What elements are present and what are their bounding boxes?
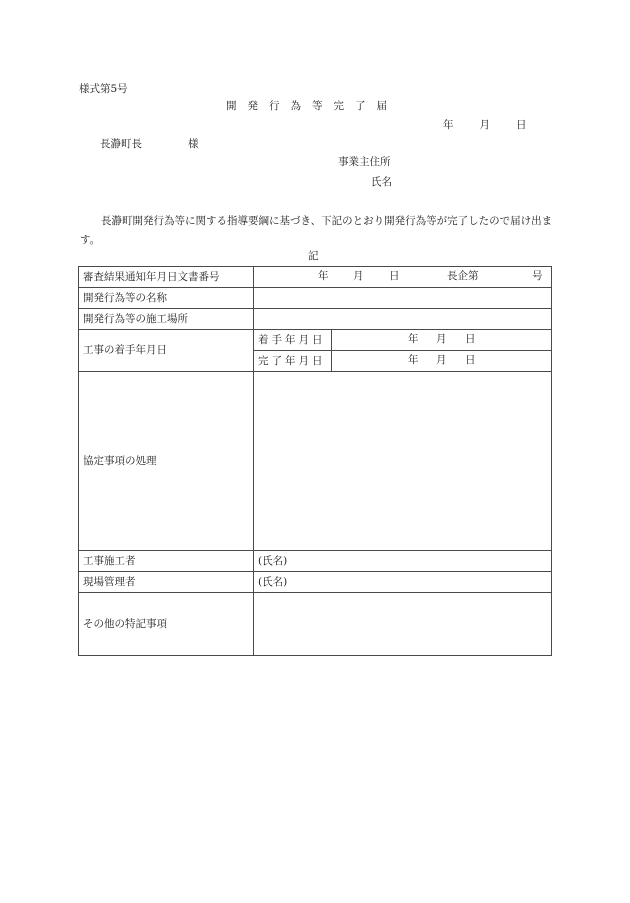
end-year: 年 [408, 354, 419, 366]
notice-value-field[interactable] [254, 267, 552, 288]
end-date-label: 完了年月日 [254, 351, 332, 372]
end-month: 月 [436, 354, 447, 366]
table-row [79, 551, 552, 572]
site-manager-field[interactable]: (氏名) [254, 572, 552, 593]
table-row [79, 593, 552, 656]
notice-month: 月 [353, 270, 364, 282]
submission-date [443, 120, 527, 131]
contractor-field[interactable]: (氏名) [254, 551, 552, 572]
statement-text: 長瀞町開発行為等に関する指導要綱に基づき、下記のとおり開発行為等が完了したので届け出ます。 [80, 215, 553, 246]
name-label: 開発行為等の名称 [79, 288, 254, 309]
notice-year: 年 [318, 270, 329, 282]
site-manager-label: 現場管理者 [79, 572, 254, 593]
date-month: 月 [479, 119, 490, 131]
notice-prefix: 長企第 [447, 270, 479, 282]
construction-dates-label: 工事の着手年月日 [79, 330, 254, 372]
ki-heading: 記 [308, 250, 319, 262]
notice-day: 日 [389, 270, 400, 282]
location-label: 開発行為等の施工場所 [79, 309, 254, 330]
agreement-label: 協定事項の処理 [79, 372, 254, 551]
name-field[interactable] [254, 288, 552, 309]
notice-suffix: 号 [532, 270, 543, 282]
document-title: 開発行為等完了届 [226, 100, 398, 112]
table-row [79, 267, 552, 288]
applicant-address-label: 事業主住所 [338, 156, 391, 168]
completion-form-table [78, 266, 552, 656]
end-date-field[interactable] [332, 351, 552, 372]
date-year: 年 [443, 119, 454, 131]
table-row [79, 572, 552, 593]
date-day: 日 [516, 119, 527, 131]
addressee [100, 139, 199, 150]
agreement-field[interactable] [254, 372, 552, 551]
other-field[interactable] [254, 593, 552, 656]
table-row [79, 309, 552, 330]
form-number: 様式第5号 [79, 83, 128, 95]
start-month: 月 [436, 333, 447, 345]
start-date-field[interactable] [332, 330, 552, 351]
end-day: 日 [465, 354, 476, 366]
honorific: 様 [188, 138, 199, 150]
table-row [79, 372, 552, 551]
contractor-label: 工事施工者 [79, 551, 254, 572]
start-day: 日 [465, 333, 476, 345]
table-row [79, 288, 552, 309]
table-row [79, 330, 552, 351]
location-field[interactable] [254, 309, 552, 330]
start-year: 年 [408, 333, 419, 345]
applicant-name-label: 氏名 [371, 176, 392, 188]
notice-label: 審査結果通知年月日文書番号 [79, 267, 254, 288]
addressee-name: 長瀞町長 [100, 138, 142, 150]
other-label: その他の特記事項 [79, 593, 254, 656]
start-date-label: 着手年月日 [254, 330, 332, 351]
